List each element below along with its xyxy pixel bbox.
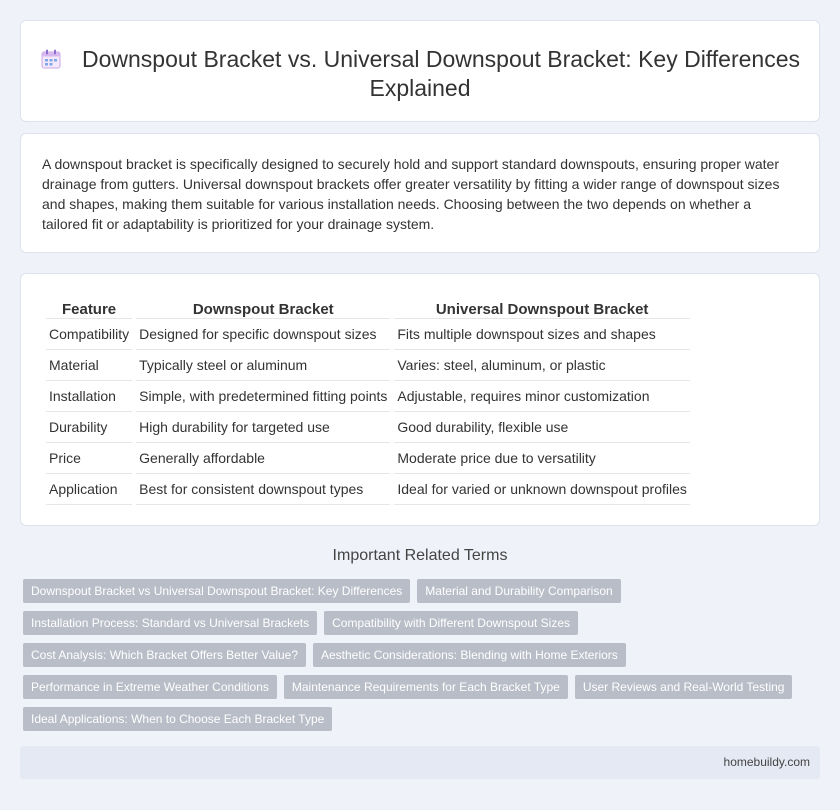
column-header-universal-bracket: Universal Downspout Bracket <box>394 295 690 319</box>
table-cell: Moderate price due to versatility <box>394 443 690 474</box>
table-cell: Price <box>46 443 132 474</box>
table-cell: Ideal for varied or unknown downspout profiles <box>394 474 690 505</box>
table-cell: Designed for specific downspout sizes <box>136 319 390 350</box>
column-header-feature: Feature <box>46 295 132 319</box>
related-term-tag[interactable]: Installation Process: Standard vs Universal Brackets <box>23 611 317 635</box>
column-header-downspout-bracket: Downspout Bracket <box>136 295 390 319</box>
table-cell: Generally affordable <box>136 443 390 474</box>
related-term-tag[interactable]: Ideal Applications: When to Choose Each Bracket Type <box>23 707 332 731</box>
table-cell: Fits multiple downspout sizes and shapes <box>394 319 690 350</box>
table-row <box>46 412 690 443</box>
related-term-tag[interactable]: Material and Durability Comparison <box>417 579 620 603</box>
table-cell: Typically steel or aluminum <box>136 350 390 381</box>
footer-site-link[interactable]: homebuildy.com <box>723 755 810 769</box>
related-term-tag[interactable]: Compatibility with Different Downspout Sizes <box>324 611 578 635</box>
intro-paragraph: A downspout bracket is specifically designed to securely hold and support standard downspouts, ensuring proper water drainage from gutters. Universal downspout brackets offer greater versatility by fitting a wider range of downspout sizes and shapes, making them suitable for various installation needs. Choosing between the two depends on whether a tailored fit or adaptability is prioritized for your drainage system. <box>42 156 780 232</box>
page-title <box>21 45 819 103</box>
page-title-text: Downspout Bracket vs. Universal Downspout Bracket: Key Differences Explained <box>82 46 800 101</box>
table-row <box>46 443 690 474</box>
table-cell: Varies: steel, aluminum, or plastic <box>394 350 690 381</box>
table-cell: Adjustable, requires minor customization <box>394 381 690 412</box>
title-card <box>20 20 820 122</box>
related-term-tag[interactable]: Aesthetic Considerations: Blending with Home Exteriors <box>313 643 626 667</box>
table-cell: Compatibility <box>46 319 132 350</box>
table-cell: Good durability, flexible use <box>394 412 690 443</box>
related-terms-list <box>23 579 803 739</box>
table-row <box>46 381 690 412</box>
table-cell: Installation <box>46 381 132 412</box>
table-cell: High durability for targeted use <box>136 412 390 443</box>
table-cell: Durability <box>46 412 132 443</box>
table-cell: Material <box>46 350 132 381</box>
intro-card <box>20 133 820 253</box>
table-row <box>46 350 690 381</box>
calendar-icon <box>40 48 62 70</box>
table-cell: Best for consistent downspout types <box>136 474 390 505</box>
related-term-tag[interactable]: Maintenance Requirements for Each Bracket Type <box>284 675 568 699</box>
table-row <box>46 319 690 350</box>
footer <box>20 746 820 779</box>
related-term-tag[interactable]: Cost Analysis: Which Bracket Offers Better Value? <box>23 643 306 667</box>
table-cell: Application <box>46 474 132 505</box>
related-terms-heading: Important Related Terms <box>332 547 508 564</box>
table-row <box>46 474 690 505</box>
table-header-row <box>46 295 690 319</box>
related-term-tag[interactable]: Performance in Extreme Weather Conditions <box>23 675 277 699</box>
table-cell: Simple, with predetermined fitting points <box>136 381 390 412</box>
comparison-table <box>42 295 694 505</box>
related-term-tag[interactable]: Downspout Bracket vs Universal Downspout Bracket: Key Differences <box>23 579 410 603</box>
related-term-tag[interactable]: User Reviews and Real-World Testing <box>575 675 793 699</box>
comparison-card <box>20 273 820 526</box>
